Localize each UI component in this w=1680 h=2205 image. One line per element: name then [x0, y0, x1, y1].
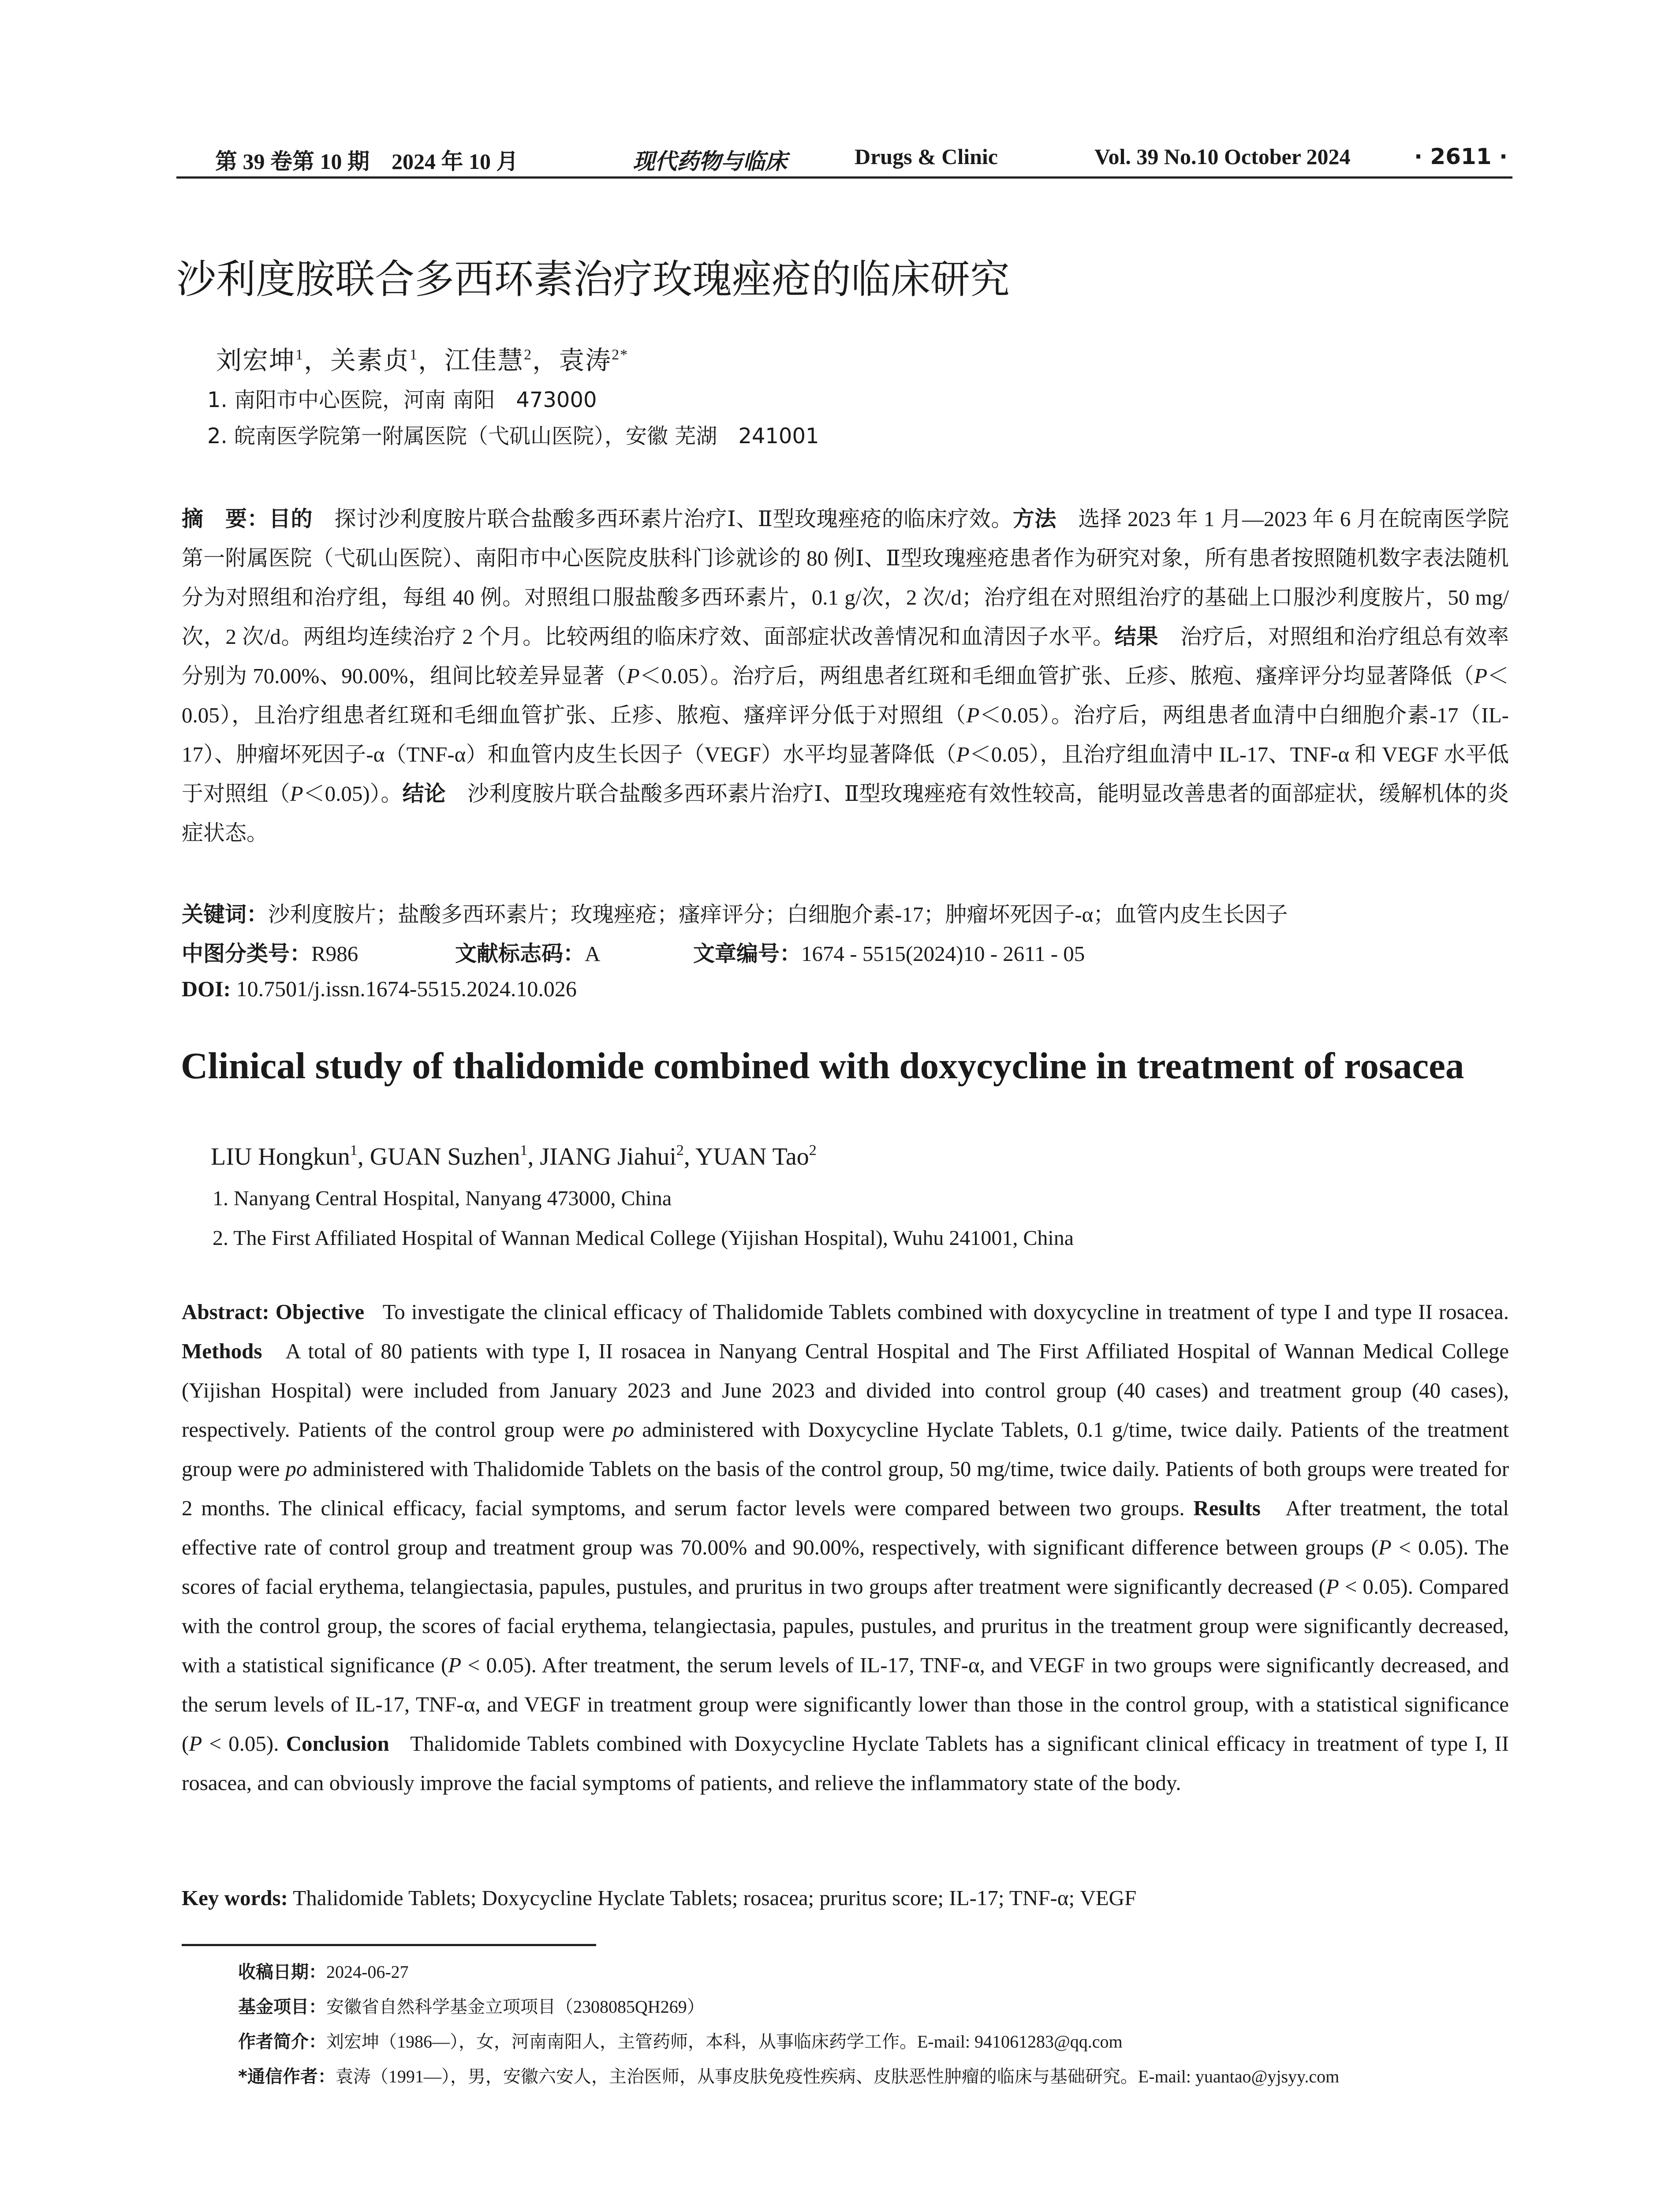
affiliation-cn-2: 2. 皖南医学院第一附属医院（弋矶山医院），安徽 芜湖 241001 — [207, 424, 819, 448]
author-name: JIANG Jiahui — [540, 1143, 676, 1170]
methods-label-en: Methods — [182, 1339, 262, 1363]
abstract-cn — [182, 499, 1509, 852]
footnote-text: 袁涛（1991—），男，安徽六安人，主治医师，从事皮肤免疫性疾病、皮肤恶性肿瘤的临床与基础研究。E-mail: yuantao@yjsyy.com — [335, 2067, 1340, 2086]
affiliation-en-1: 1. Nanyang Central Hospital, Nanyang 473000, China — [213, 1187, 672, 1210]
clc-value: R986 — [311, 942, 358, 966]
header-page-number: · 2611 · — [1414, 144, 1508, 169]
author-affiliation-mark: 1 — [410, 347, 418, 363]
author-affiliation-mark: 1 — [295, 347, 304, 363]
classification-line — [182, 937, 1085, 968]
clc-field — [182, 937, 455, 968]
author-affiliation-mark: 2 — [524, 347, 533, 363]
results-label-cn: 结果 — [1114, 624, 1159, 649]
header-issue-cn: 第 39 卷第 10 期 2024 年 10 月 — [215, 149, 519, 174]
results-text-cn: ＜0.05)）。 — [303, 781, 403, 806]
conclusion-label-cn: 结论 — [402, 781, 446, 806]
footnote-label: 基金项目： — [238, 1997, 326, 2017]
results-text-cn: 治疗后，对照组和治疗组总有效率分别为 70.00%、90.00%，组间比较差异显著（ — [182, 624, 1509, 688]
p-value-symbol: P — [189, 1731, 202, 1756]
footnote-label: *通信作者： — [238, 2067, 336, 2087]
p-value-symbol: P — [1474, 664, 1487, 688]
article-number-field — [693, 937, 1085, 968]
affiliation-cn-1: 1. 南阳市中心医院，河南 南阳 473000 — [207, 388, 597, 412]
abstract-label-cn: 摘 要： — [182, 506, 269, 531]
affiliation-en-2: 2. The First Affiliated Hospital of Wannan Medical College (Yijishan Hospital), Wuhu 241001, China — [213, 1226, 1074, 1250]
results-text-cn: ＜0.05）。治疗后，两组患者血清中白细胞介素-17（IL-17）、肿瘤坏死因子-α（TNF-α）和血管内皮生长因子（VEGF）水平均显著降低（ — [182, 703, 1509, 766]
keywords-en — [182, 1885, 1136, 1910]
p-value-symbol: P — [1325, 1574, 1339, 1599]
author-separator: ， — [532, 346, 559, 375]
results-text-en: < 0.05). Compared with the control group, the scores of facial erythema, telangiectasia, papules, pustules, and pruritus in the treatment group were significantly decreased, with a statistical significance ( — [182, 1574, 1509, 1677]
article-title-en: Clinical study of thalidomide combined with doxycycline in treatment of rosacea — [181, 1045, 1464, 1087]
objective-text-cn: 探讨沙利度胺片联合盐酸多西环素片治疗Ⅰ、Ⅱ型玫瑰痤疮的临床疗效。 — [334, 507, 1013, 531]
conclusion-label-en: Conclusion — [286, 1731, 389, 1756]
p-value-symbol: P — [626, 664, 640, 688]
footnote-corresponding-author — [238, 2063, 1339, 2088]
keywords-label-en: Key words: — [182, 1886, 288, 1910]
article-title-cn: 沙利度胺联合多西环素治疗玫瑰痤疮的临床研究 — [176, 256, 1010, 303]
results-text-cn: ＜0.05），且治疗组患者红斑和毛细血管扩张、丘疹、脓疱、瘙痒评分低于对照组（ — [182, 664, 1509, 727]
doi-value: 10.7501/j.issn.1674-5515.2024.10.026 — [236, 976, 577, 1001]
author-separator: , — [683, 1143, 695, 1170]
article-number-label: 文章编号： — [693, 941, 802, 966]
objective-text-en: To investigate the clinical efficacy of Thalidomide Tablets combined with doxycycline in treatment of type I and type II rosacea. — [382, 1300, 1509, 1324]
p-value-symbol: P — [290, 781, 303, 806]
author-affiliation-mark: 1 — [520, 1142, 528, 1159]
header-volume-en: Vol. 39 No.10 October 2024 — [1094, 144, 1351, 169]
header-journal-cn: 现代药物与临床 — [633, 149, 787, 174]
po-abbreviation: po — [612, 1417, 635, 1442]
footnote-text: 2024-06-27 — [326, 1962, 409, 1982]
author-list-cn — [216, 340, 628, 377]
objective-label-en: Objective — [275, 1300, 365, 1324]
conclusion-text-cn: 沙利度胺片联合盐酸多西环素片治疗Ⅰ、Ⅱ型玫瑰痤疮有效性较高，能明显改善患者的面部症状，缓解机体的炎症状态。 — [182, 781, 1509, 845]
p-value-symbol: P — [448, 1653, 462, 1677]
author-separator: , — [527, 1143, 540, 1170]
keywords-text-cn: 沙利度胺片；盐酸多西环素片；玫瑰痤疮；瘙痒评分；白细胞介素-17；肿瘤坏死因子-α；血管内皮生长因子 — [268, 902, 1288, 927]
results-text-en: < 0.05). The scores of facial erythema, telangiectasia, papules, pustules, and pruritus in two groups after treatment were significantly decreased ( — [182, 1535, 1509, 1599]
results-text-en: < 0.05). After treatment, the serum levels of IL-17, TNF-α, and VEGF in two groups were significantly decreased, and the serum levels of IL-17, TNF-α, and VEGF in treatment group were significantly lower than those in the control group, with a statistical significance ( — [182, 1653, 1509, 1756]
results-text-cn: ＜0.05），且治疗组血清中 IL-17、TNF-α 和 VEGF 水平低于对照组（ — [182, 742, 1509, 806]
footnote-text: 安徽省自然科学基金立项项目（2308085QH269） — [326, 1997, 705, 2017]
results-label-en: Results — [1193, 1496, 1261, 1520]
keywords-label-cn: 关键词： — [182, 902, 269, 927]
author-name: 刘宏坤 — [216, 346, 296, 375]
footnote-divider — [182, 1944, 596, 1946]
methods-text-en: A total of 80 patients with type I, II rosacea in Nanyang Central Hospital and The First Affiliated Hospital of Wannan Medical College (Yijishan Hospital) were included from January 2023 and June 2023 and divided into control group (40 cases) and treatment group (40 cases), respectively. Patients of the control group were — [182, 1339, 1509, 1442]
document-code-label: 文献标志码： — [455, 941, 585, 966]
results-text-cn: ＜0.05）。治疗后，两组患者红斑和毛细血管扩张、丘疹、脓疱、瘙痒评分均显著降低（ — [639, 664, 1475, 688]
author-name: 关素贞 — [330, 346, 410, 375]
author-name: GUAN Suzhen — [370, 1143, 520, 1170]
footnote-label: 收稿日期： — [238, 1962, 326, 1982]
header-journal-en: Drugs & Clinic — [855, 144, 998, 169]
author-affiliation-mark: 2* — [612, 347, 629, 363]
objective-label-cn: 目的 — [269, 506, 313, 531]
author-separator: ， — [418, 346, 445, 375]
author-separator: ， — [304, 346, 331, 375]
document-code-field — [455, 937, 693, 968]
p-value-symbol: P — [966, 703, 980, 727]
author-name: YUAN Tao — [695, 1143, 809, 1170]
keywords-text-en: Thalidomide Tablets; Doxycycline Hyclate Tablets; rosacea; pruritus score; IL-17; TNF-α; VEGF — [293, 1886, 1137, 1910]
footnote-author-bio — [238, 2028, 1123, 2053]
methods-text-en: administered with Thalidomide Tablets on the basis of the control group, 50 mg/time, twice daily. Patients of both groups were treated for 2 months. The clinical efficacy, facial symptoms, and serum factor levels were compared between two groups. — [182, 1457, 1509, 1520]
methods-text-cn: 选择 2023 年 1 月—2023 年 6 月在皖南医学院第一附属医院（弋矶山医院）、南阳市中心医院皮肤科门诊就诊的 80 例Ⅰ、Ⅱ型玫瑰痤疮患者作为研究对象，所有患者按照随机数字表法随机分为对照组和治疗组，每组 40 例。对照组口服盐酸多西环素片，0.1 g/次，2 次/d；治疗组在对照组治疗的基础上口服沙利度胺片，50 mg/次，2 次/d。两组均连续治疗 2 个月。比较两组的临床疗效、面部症状改善情况和血清因子水平。 — [182, 507, 1509, 649]
po-abbreviation: po — [285, 1457, 307, 1481]
methods-text-en: administered with Doxycycline Hyclate Tablets, 0.1 g/time, twice daily. Patients of the treatment group were — [182, 1417, 1509, 1481]
author-name: 江佳慧 — [444, 346, 524, 375]
article-number-value: 1674 - 5515(2024)10 - 2611 - 05 — [801, 942, 1085, 966]
results-text-en: < 0.05). — [202, 1731, 279, 1756]
footnote-received — [238, 1958, 409, 1983]
author-affiliation-mark: 2 — [809, 1142, 817, 1159]
doi-label: DOI: — [182, 976, 231, 1001]
p-value-symbol: P — [956, 742, 970, 766]
doi-line — [182, 976, 577, 1002]
author-list-en — [211, 1142, 817, 1171]
p-value-symbol: P — [1378, 1535, 1392, 1559]
abstract-en — [182, 1292, 1509, 1802]
keywords-cn — [182, 897, 1288, 928]
clc-label: 中图分类号： — [182, 941, 312, 966]
author-affiliation-mark: 1 — [350, 1142, 358, 1159]
document-code-value: A — [585, 942, 601, 966]
abstract-label-en: Abstract: — [182, 1300, 269, 1324]
results-text-en: After treatment, the total effective rate of control group and treatment group was 70.00% and 90.00%, respectively, with significant difference between groups ( — [182, 1496, 1509, 1559]
author-name: 袁涛 — [559, 346, 612, 375]
running-header — [176, 140, 1512, 179]
methods-label-cn: 方法 — [1012, 506, 1057, 531]
author-name: LIU Hongkun — [211, 1143, 350, 1170]
footnote-text: 刘宏坤（1986—），女，河南南阳人，主管药师，本科，从事临床药学工作。E-mail: 941061283@qq.com — [326, 2032, 1123, 2052]
footnote-funding — [238, 1993, 705, 2018]
author-affiliation-mark: 2 — [676, 1142, 684, 1159]
author-separator: , — [357, 1143, 370, 1170]
footnote-label: 作者简介： — [238, 2032, 326, 2052]
conclusion-text-en: Thalidomide Tablets combined with Doxycycline Hyclate Tablets has a significant clinical efficacy in treatment of type I, II rosacea, and can obviously improve the facial symptoms of patients, and relieve the inflammatory state of the body. — [182, 1731, 1509, 1795]
